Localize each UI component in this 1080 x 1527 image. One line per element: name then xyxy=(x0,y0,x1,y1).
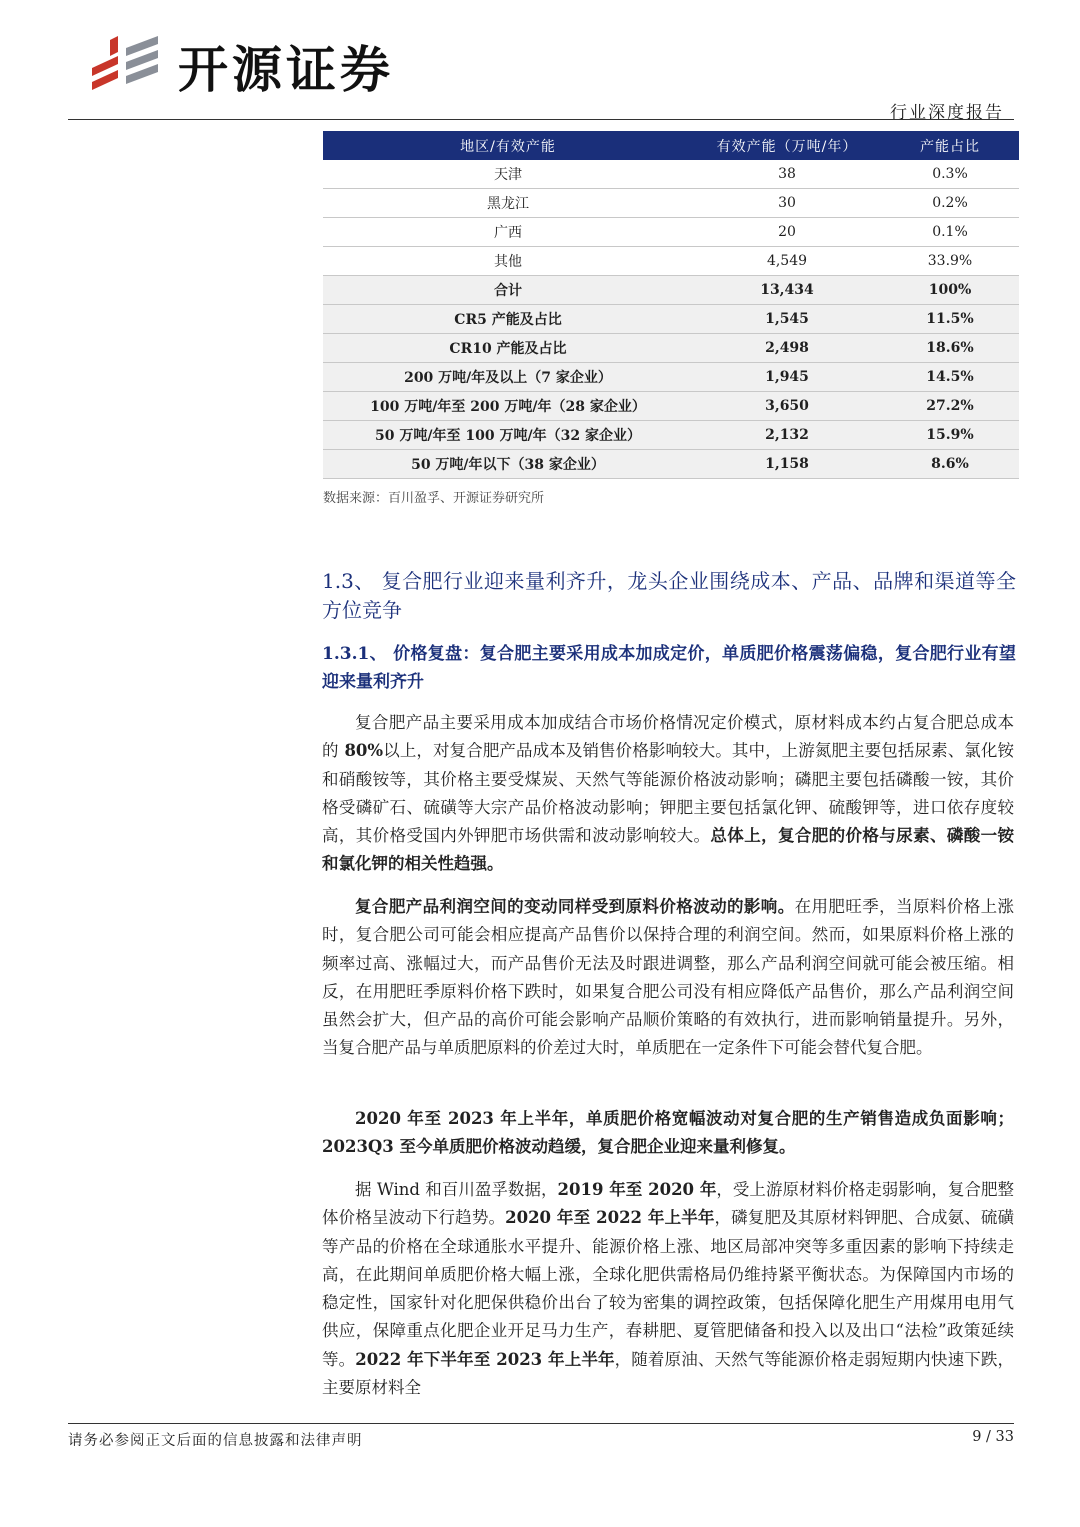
body-paragraph: 据 Wind 和百川盈孚数据，2019 年至 2020 年，受上游原材料价格走弱影响，复合肥整体价格呈波动下行趋势。2020 年至 2022 年上半年，磷复肥及其原材料钾肥、合成氨、硫磺等产品的价格在全球通胀水平提升、能源价格上涨、地区局部冲突等多重因素的影响下持续走高，在此期间单质肥价格大幅上涨，全球化肥供需格局仍维持紧平衡状态。为保障国内市场的稳定性，国家针对化肥保供稳价出台了较为密集的调控政策，包括保障化肥生产用煤用电用气供应，保障重点化肥企业开足马力生产，春耕肥、夏管肥储备和投入以及出口“法检”政策延续等。2022 年下半年至 2023 年上半年，随着原油、天然气等能源价格走弱短期内快速下跌，主要原材料全 xyxy=(322,1180,1015,1398)
table-cell: 0.2% xyxy=(881,189,1019,218)
table-cell: 100% xyxy=(881,276,1019,305)
capacity-table xyxy=(323,131,1019,479)
table-cell: 14.5% xyxy=(881,363,1019,392)
table-cell: 11.5% xyxy=(881,305,1019,334)
table-cell: 广西 xyxy=(323,218,693,247)
table-cell: 2,498 xyxy=(693,334,881,363)
body-paragraph: 复合肥产品利润空间的变动同样受到原料价格波动的影响。在用肥旺季，当原料价格上涨时，复合肥公司可能会相应提高产品售价以保持合理的利润空间。然而，如果原料价格上涨的频率过高、涨幅过大，而产品售价无法及时跟进调整，那么产品利润空间就可能会被压缩。相反，在用肥旺季原料价格下跌时，如果复合肥公司没有相应降低产品售价，那么产品利润空间虽然会扩大，但产品的高价可能会影响产品顺价策略的有效执行，进而影响销量提升。另外，当复合肥产品与单质肥原料的价差过大时，单质肥在一定条件下可能会替代复合肥。 xyxy=(322,897,1015,1058)
table-row xyxy=(323,160,1019,189)
table-cell: 1,945 xyxy=(693,363,881,392)
table-row xyxy=(323,392,1019,421)
table-cell: 2,132 xyxy=(693,421,881,450)
table-cell: 50 万吨/年以下（38 家企业） xyxy=(323,450,693,479)
report-type-label: 行业深度报告 xyxy=(890,103,1004,123)
table-cell: 4,549 xyxy=(693,247,881,276)
table-cell: 50 万吨/年至 100 万吨/年（32 家企业） xyxy=(323,421,693,450)
table-cell: 1,545 xyxy=(693,305,881,334)
table-cell: CR10 产能及占比 xyxy=(323,334,693,363)
table-cell: 33.9% xyxy=(881,247,1019,276)
table-row xyxy=(323,189,1019,218)
page-number: 9 / 33 xyxy=(972,1429,1014,1445)
table-row xyxy=(323,247,1019,276)
table-header-cell: 产能占比 xyxy=(881,131,1019,160)
table-source-note: 数据来源：百川盈孚、开源证券研究所 xyxy=(323,491,545,506)
table-cell: 13,434 xyxy=(693,276,881,305)
brand-logo-icon xyxy=(88,34,162,96)
table-cell: 黑龙江 xyxy=(323,189,693,218)
section-heading: 1.3、 复合肥行业迎来量利齐升，龙头企业围绕成本、产品、品牌和渠道等全方位竞争 xyxy=(322,569,1016,622)
footer-disclaimer: 请务必参阅正文后面的信息披露和法律声明 xyxy=(68,1433,363,1449)
header-divider xyxy=(68,119,1014,120)
table-header-cell: 地区/有效产能 xyxy=(323,131,693,160)
table-cell: 27.2% xyxy=(881,392,1019,421)
table-cell: 38 xyxy=(693,160,881,189)
table-row xyxy=(323,363,1019,392)
table-row xyxy=(323,276,1019,305)
table-row xyxy=(323,450,1019,479)
table-header-cell: 有效产能（万吨/年） xyxy=(693,131,881,160)
table-cell: CR5 产能及占比 xyxy=(323,305,693,334)
body-paragraph: 复合肥产品主要采用成本加成结合市场价格情况定价模式，原材料成本约占复合肥总成本的 80%以上，对复合肥产品成本及销售价格影响较大。其中，上游氮肥主要包括尿素、氯化铵和硝酸铵等，其价格主要受煤炭、天然气等能源价格波动影响；磷肥主要包括磷酸一铵，其价格受磷矿石、硫磺等大宗产品价格波动影响；钾肥主要包括氯化钾、硫酸钾等，进口依存度较高，其价格受国内外钾肥市场供需和波动影响较大。总体上，复合肥的价格与尿素、磷酸一铵和氯化钾的相关性趋强。 xyxy=(322,713,1015,874)
subsection-heading: 1.3.1、 价格复盘：复合肥主要采用成本加成定价，单质肥价格震荡偏稳，复合肥行业有望迎来量利齐升 xyxy=(322,644,1016,692)
table-cell: 其他 xyxy=(323,247,693,276)
table-cell: 30 xyxy=(693,189,881,218)
table-row xyxy=(323,305,1019,334)
table-cell: 100 万吨/年至 200 万吨/年（28 家企业） xyxy=(323,392,693,421)
table-cell: 20 xyxy=(693,218,881,247)
brand-name: 开源证券 xyxy=(178,41,394,99)
table-header-row xyxy=(323,131,1019,160)
table-cell: 0.3% xyxy=(881,160,1019,189)
body-paragraph-key-point: 2020 年至 2023 年上半年，单质肥价格宽幅波动对复合肥的生产销售造成负面影响；2023Q3 至今单质肥价格波动趋缓，复合肥企业迎来量利修复。 xyxy=(322,1109,1014,1157)
table-cell: 天津 xyxy=(323,160,693,189)
table-cell: 3,650 xyxy=(693,392,881,421)
table-cell: 15.9% xyxy=(881,421,1019,450)
footer-divider xyxy=(68,1423,1014,1424)
table-row xyxy=(323,218,1019,247)
table-row xyxy=(323,334,1019,363)
table-cell: 0.1% xyxy=(881,218,1019,247)
table-cell: 8.6% xyxy=(881,450,1019,479)
table-cell: 200 万吨/年及以上（7 家企业） xyxy=(323,363,693,392)
table-cell: 1,158 xyxy=(693,450,881,479)
table-row xyxy=(323,421,1019,450)
table-cell: 18.6% xyxy=(881,334,1019,363)
table-cell: 合计 xyxy=(323,276,693,305)
